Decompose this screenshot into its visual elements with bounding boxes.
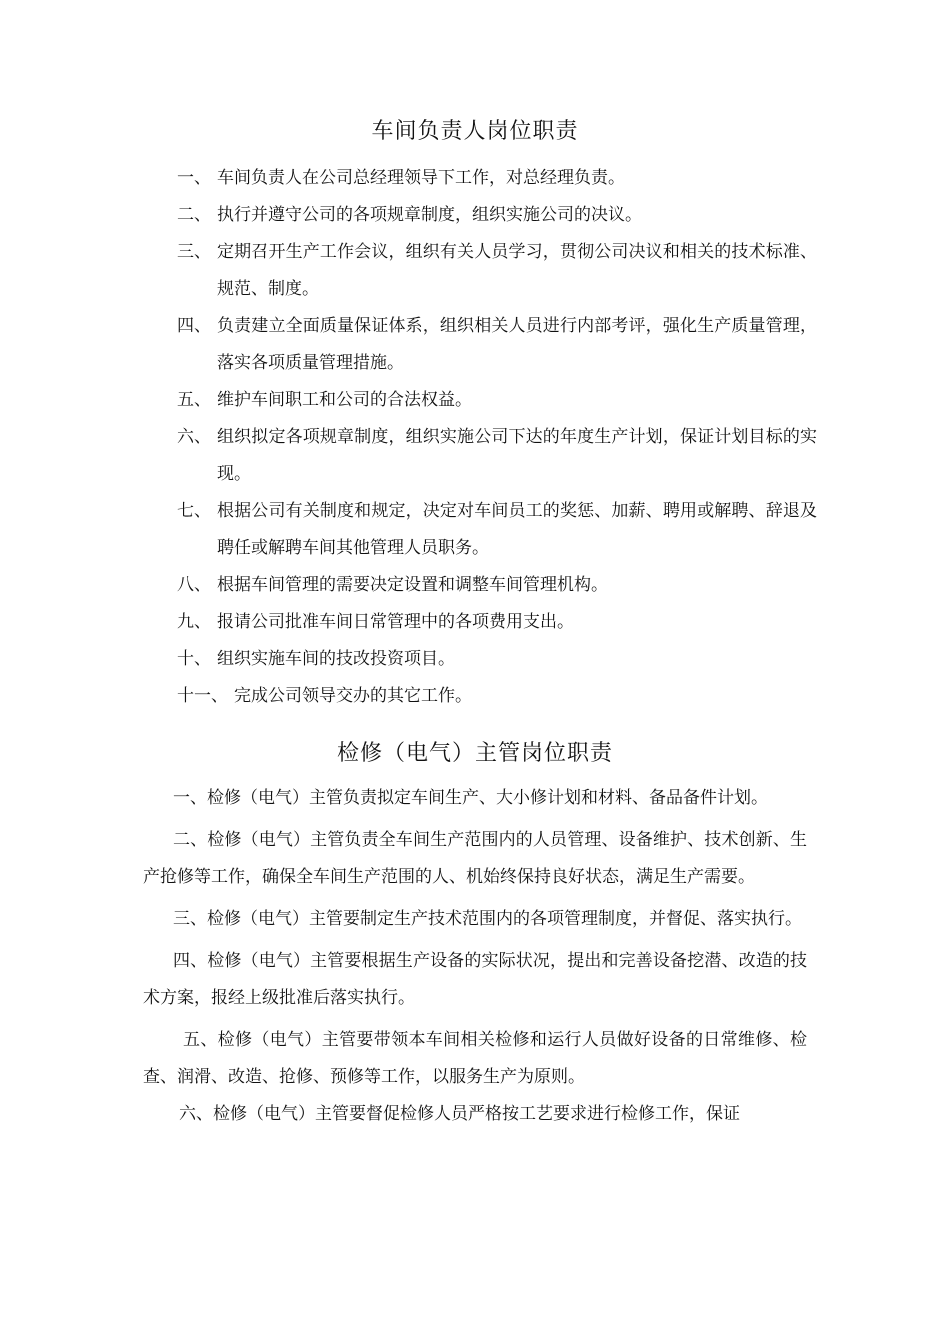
section2-title: 检修（电气）主管岗位职责 bbox=[336, 741, 613, 766]
item-number: 十一、 bbox=[177, 686, 228, 706]
item-number: 五、 bbox=[177, 390, 211, 410]
list-item bbox=[177, 567, 817, 604]
paragraph: 四、检修（电气）主管要根据生产设备的实际状况，提出和完善设备挖潜、改造的技术方案，报经上级批准后落实执行。 bbox=[143, 951, 807, 1008]
paragraph: 二、检修（电气）主管负责全车间生产范围内的人员管理、设备维护、技术创新、生产抢修等工作，确保全车间生产范围的人、机始终保持良好状态，满足生产需要。 bbox=[143, 830, 807, 887]
paragraph: 一、检修（电气）主管负责拟定车间生产、大小修计划和材料、备品备件计划。 bbox=[173, 788, 768, 808]
item-number: 十、 bbox=[177, 649, 211, 669]
section1-list bbox=[177, 160, 817, 715]
paragraph: 五、检修（电气）主管要带领本车间相关检修和运行人员做好设备的日常维修、检查、润滑、改造、抢修、预修等工作，以服务生产为原则。 bbox=[143, 1030, 807, 1087]
list-item bbox=[177, 160, 817, 197]
item-text: 根据公司有关制度和规定，决定对车间员工的奖惩、加薪、聘用或解聘、辞退及聘任或解聘车间其他管理人员职务。 bbox=[217, 501, 817, 558]
list-item bbox=[177, 493, 817, 567]
item-number: 六、 bbox=[177, 427, 211, 447]
paragraph: 三、检修（电气）主管要制定生产技术范围内的各项管理制度，并督促、落实执行。 bbox=[173, 909, 802, 929]
list-item bbox=[177, 678, 817, 715]
item-number: 七、 bbox=[177, 501, 211, 521]
list-item bbox=[177, 419, 817, 493]
item-text: 完成公司领导交办的其它工作。 bbox=[234, 686, 472, 706]
list-item bbox=[177, 197, 817, 234]
section1-title: 车间负责人岗位职责 bbox=[371, 119, 579, 144]
item-text: 报请公司批准车间日常管理中的各项费用支出。 bbox=[217, 612, 574, 632]
item-number: 九、 bbox=[177, 612, 211, 632]
paragraph: 六、检修（电气）主管要督促检修人员严格按工艺要求进行检修工作，保证 bbox=[179, 1104, 740, 1124]
item-number: 四、 bbox=[177, 316, 211, 336]
item-text: 组织实施车间的技改投资项目。 bbox=[217, 649, 455, 669]
item-number: 二、 bbox=[177, 205, 211, 225]
item-text: 根据车间管理的需要决定设置和调整车间管理机构。 bbox=[217, 575, 608, 595]
item-text: 车间负责人在公司总经理领导下工作，对总经理负责。 bbox=[217, 168, 625, 188]
item-text: 定期召开生产工作会议，组织有关人员学习，贯彻公司决议和相关的技术标准、规范、制度。 bbox=[217, 242, 817, 299]
list-item bbox=[177, 234, 817, 308]
item-number: 一、 bbox=[177, 168, 211, 188]
item-text: 执行并遵守公司的各项规章制度，组织实施公司的决议。 bbox=[217, 205, 642, 225]
list-item bbox=[177, 382, 817, 419]
item-number: 三、 bbox=[177, 242, 211, 262]
list-item bbox=[177, 604, 817, 641]
section2-body bbox=[143, 780, 807, 1138]
item-text: 维护车间职工和公司的合法权益。 bbox=[217, 390, 472, 410]
list-item bbox=[177, 641, 817, 678]
item-text: 负责建立全面质量保证体系，组织相关人员进行内部考评，强化生产质量管理，落实各项质量管理措施。 bbox=[217, 316, 817, 373]
list-item bbox=[177, 308, 817, 382]
item-number: 八、 bbox=[177, 575, 211, 595]
item-text: 组织拟定各项规章制度，组织实施公司下达的年度生产计划，保证计划目标的实现。 bbox=[217, 427, 817, 484]
